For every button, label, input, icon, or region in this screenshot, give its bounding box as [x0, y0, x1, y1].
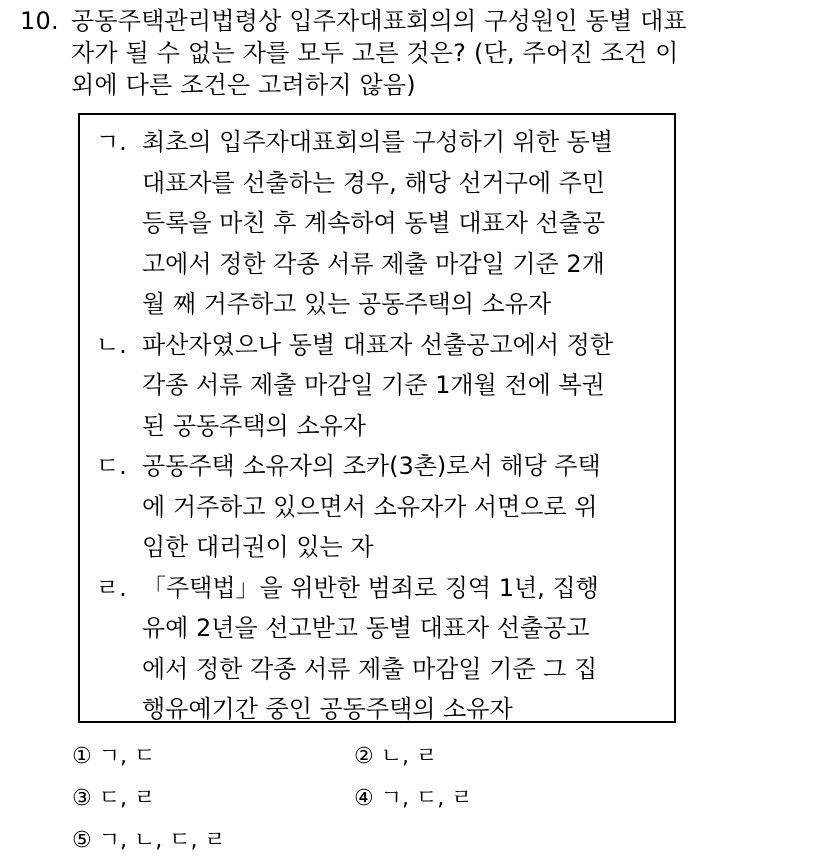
condition-item-rieul: [80, 568, 674, 730]
item-marker: ㄱ.: [96, 128, 127, 156]
question-number: 10.: [20, 7, 59, 35]
condition-item-nieun: [80, 325, 674, 447]
question-text-1: 공동주택관리법령상 입주자대표회의의 구성원인 동별 대표: [71, 7, 687, 35]
item-line: 등록을 마친 후 계속하여 동별 대표자 선출공: [142, 209, 606, 237]
question-stem: [20, 5, 810, 101]
conditions-list: [80, 122, 674, 730]
item-line: 공동주택 소유자의 조카(3촌)로서 해당 주택: [142, 452, 601, 480]
conditions-box: [78, 113, 676, 723]
item-line: 임한 대리권이 있는 자: [142, 533, 374, 561]
condition-item-giyeok: [80, 122, 674, 325]
question-line-2: 자가 될 수 없는 자를 모두 고른 것은? (단, 주어진 조건 이: [71, 39, 679, 67]
item-line: 고에서 정한 각종 서류 제출 마감일 기준 2개: [142, 249, 605, 278]
option-4[interactable]: ④ ㄱ, ㄷ, ㄹ: [354, 786, 473, 811]
item-marker: ㄹ.: [96, 573, 127, 602]
item-line: 에서 정한 각종 서류 제출 마감일 기준 그 집: [142, 654, 598, 683]
item-line: 된 공동주택의 소유자: [142, 411, 366, 440]
option-1[interactable]: ① ㄱ, ㄷ: [72, 744, 156, 769]
item-line: 파산자였으나 동별 대표자 선출공고에서 정한: [142, 330, 614, 359]
item-marker: ㄴ.: [96, 330, 127, 359]
item-line: 「주택법」을 위반한 범죄로 징역 1년, 집행: [142, 573, 599, 602]
option-5[interactable]: ⑤ ㄱ, ㄴ, ㄷ, ㄹ: [72, 828, 226, 853]
item-marker: ㄷ.: [96, 452, 127, 480]
question-line-1: [20, 5, 810, 37]
item-line: 에 거주하고 있으면서 소유자가 서면으로 위: [142, 492, 598, 521]
item-line: 대표자를 선출하는 경우, 해당 선거구에 주민: [142, 168, 606, 197]
option-3[interactable]: ③ ㄷ, ㄹ: [72, 786, 156, 811]
item-line: 유예 2년을 선고받고 동별 대표자 선출공고: [142, 614, 590, 642]
condition-item-digeut: [80, 446, 674, 568]
item-line: 행유예기간 중인 공동주택의 소유자: [142, 695, 513, 723]
question-line-3: 외에 다른 조건은 고려하지 않음): [71, 71, 416, 99]
item-line: 각종 서류 제출 마감일 기준 1개월 전에 복권: [142, 371, 605, 399]
option-2[interactable]: ② ㄴ, ㄹ: [354, 744, 438, 769]
item-line: 최초의 입주자대표회의를 구성하기 위한 동별: [142, 128, 614, 156]
item-line: 월 째 거주하고 있는 공동주택의 소유자: [142, 290, 552, 318]
